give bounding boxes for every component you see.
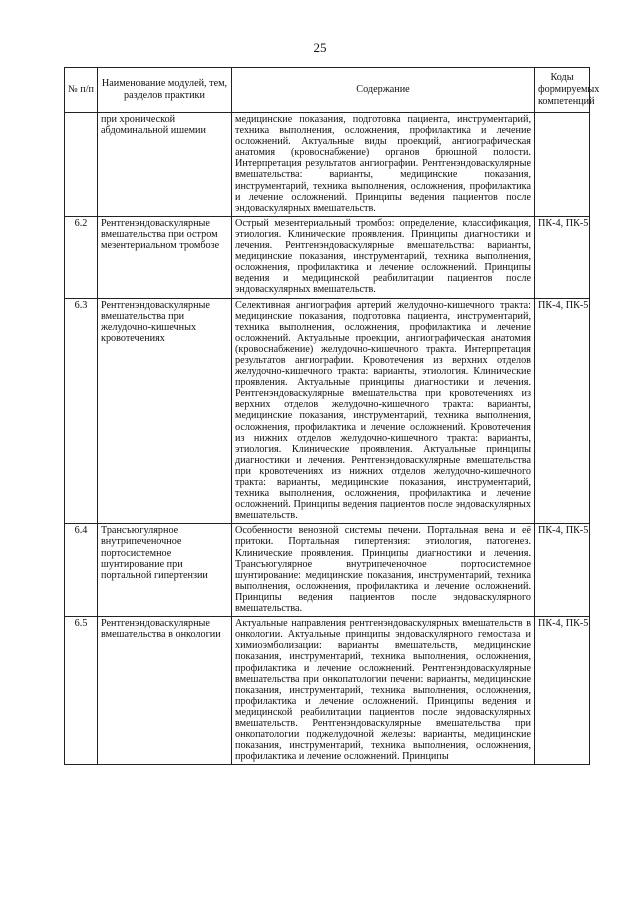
row-module: Рентгенэндоваскулярные вмешательства при желудочно-кишечных кровотечениях: [98, 298, 232, 524]
table-row: [65, 298, 590, 524]
header-content: Содержание: [232, 68, 535, 113]
row-num: 6.3: [65, 298, 98, 524]
row-module: при хронической абдоминальной ишемии: [98, 113, 232, 217]
row-module: Трансъюгулярное внутрипеченочное портосистемное шунтирование при портальной гипертензии: [98, 524, 232, 617]
header-num: № п/п: [65, 68, 98, 113]
row-codes: ПК-4, ПК-5: [535, 617, 590, 765]
table-row: [65, 113, 590, 217]
row-codes: ПК-4, ПК-5: [535, 524, 590, 617]
row-content: медицинские показания, подготовка пациента, инструментарий, техника выполнения, осложнения, профилактика и лечение осложнений. Актуальные виды проекций, ангиографическая анатомия (кровоснабжение) органов брюшной полости. Интерпретация результатов ангиографии. Рентгенэндоваскулярные вмешательства: варианты, медицинские показания, инструментарий, техника выполнения, осложнения, профилактика и лечение осложнений. Принципы ведения пациентов после эндоваскулярных вмешательств.: [232, 113, 535, 217]
row-codes: ПК-4, ПК-5: [535, 216, 590, 298]
table-row: [65, 216, 590, 298]
page-number: 25: [313, 40, 327, 55]
table-header-row: [65, 68, 590, 113]
row-num: [65, 113, 98, 217]
row-num: 6.5: [65, 617, 98, 765]
table-row: [65, 524, 590, 617]
row-codes: [535, 113, 590, 217]
header-codes: Коды формируемых компетенций: [535, 68, 590, 113]
row-content: Острый мезентериальный тромбоз: определение, классификация, этиология. Клинические проявления. Принципы диагностики и лечения. Рентгенэндоваскулярные вмешательства: варианты, медицинские показания, инструментарий, техника выполнения, осложнения, профилактика и лечение осложнений. Принципы ведения и медицинской реабилитации пациентов после эндоваскулярных вмешательств.: [232, 216, 535, 298]
row-codes: ПК-4, ПК-5: [535, 298, 590, 524]
header-module: Наименование модулей, тем, разделов практики: [98, 68, 232, 113]
row-content: Особенности венозной системы печени. Портальная вена и её притоки. Портальная гипертензия: этиология, патогенез. Клинические проявления. Принципы диагностики и лечения. Трансъюгулярное внутрипеченочное портосистемное шунтирование: медицинские показания, инструментарий, техника выполнения, осложнения, профилактика и лечение осложнений. Принципы ведения пациентов после эндоваскулярного вмешательства.: [232, 524, 535, 617]
row-content: Селективная ангиография артерий желудочно-кишечного тракта: медицинские показания, подготовка пациента, инструментарий, техника выполнения, осложнения, профилактика и лечение осложнений. Актуальные проекции, ангиографическая анатомия (кровоснабжение) желудочно-кишечного тракта. Интерпретация результатов ангиографии. Кровотечения из верхних отделов желудочно-кишечного тракта: варианты, этиология. Клинические проявления. Актуальные принципы диагностики и лечения. Рентгенэндоваскулярные вмешательства при кровотечениях из верхних отделов желудочно-кишечного тракта: варианты, медицинские показания, инструментарий, техника выполнения, осложнения, профилактика и лечение осложнений. Кровотечения из нижних отделов желудочно-кишечного тракта: варианты, этиология. Клинические проявления. Актуальные принципы диагностики и лечения. Рентгенэндоваскулярные вмешательства при кровотечениях из нижних отделов желудочно-кишечного тракта: варианты, медицинские показания, инструментарий, техника выполнения, осложнения, профилактика и лечение осложнений. Принципы ведения пациентов после эндоваскулярных вмешательств.: [232, 298, 535, 524]
table-row: [65, 617, 590, 765]
row-num: 6.2: [65, 216, 98, 298]
row-num: 6.4: [65, 524, 98, 617]
row-module: Рентгенэндоваскулярные вмешательства в онкологии: [98, 617, 232, 765]
row-module: Рентгенэндоваскулярные вмешательства при остром мезентериальном тромбозе: [98, 216, 232, 298]
curriculum-table: [64, 67, 600, 765]
row-content: Актуальные направления рентгенэндоваскулярных вмешательств в онкологии. Актуальные принципы эндоваскулярного гемостаза и химиоэмболизации: варианты вмешательств, медицинские показания, инструментарий, техника выполнения, осложнения, профилактика и лечение осложнений. Рентгенэндоваскулярные вмешательства при онкопатологии печени: варианты, медицинские показания, инструментарий, техника выполнения, осложнения, профилактика и лечение осложнений. Принципы ведения и медицинской реабилитации пациентов после эндоваскулярных вмешательств. Рентгенэндоваскулярные вмешательства при онкопатологии поджелудочной железы: варианты, медицинские показания, инструментарий, техника выполнения, осложнения, профилактика и лечение осложнений. Принципы: [232, 617, 535, 765]
